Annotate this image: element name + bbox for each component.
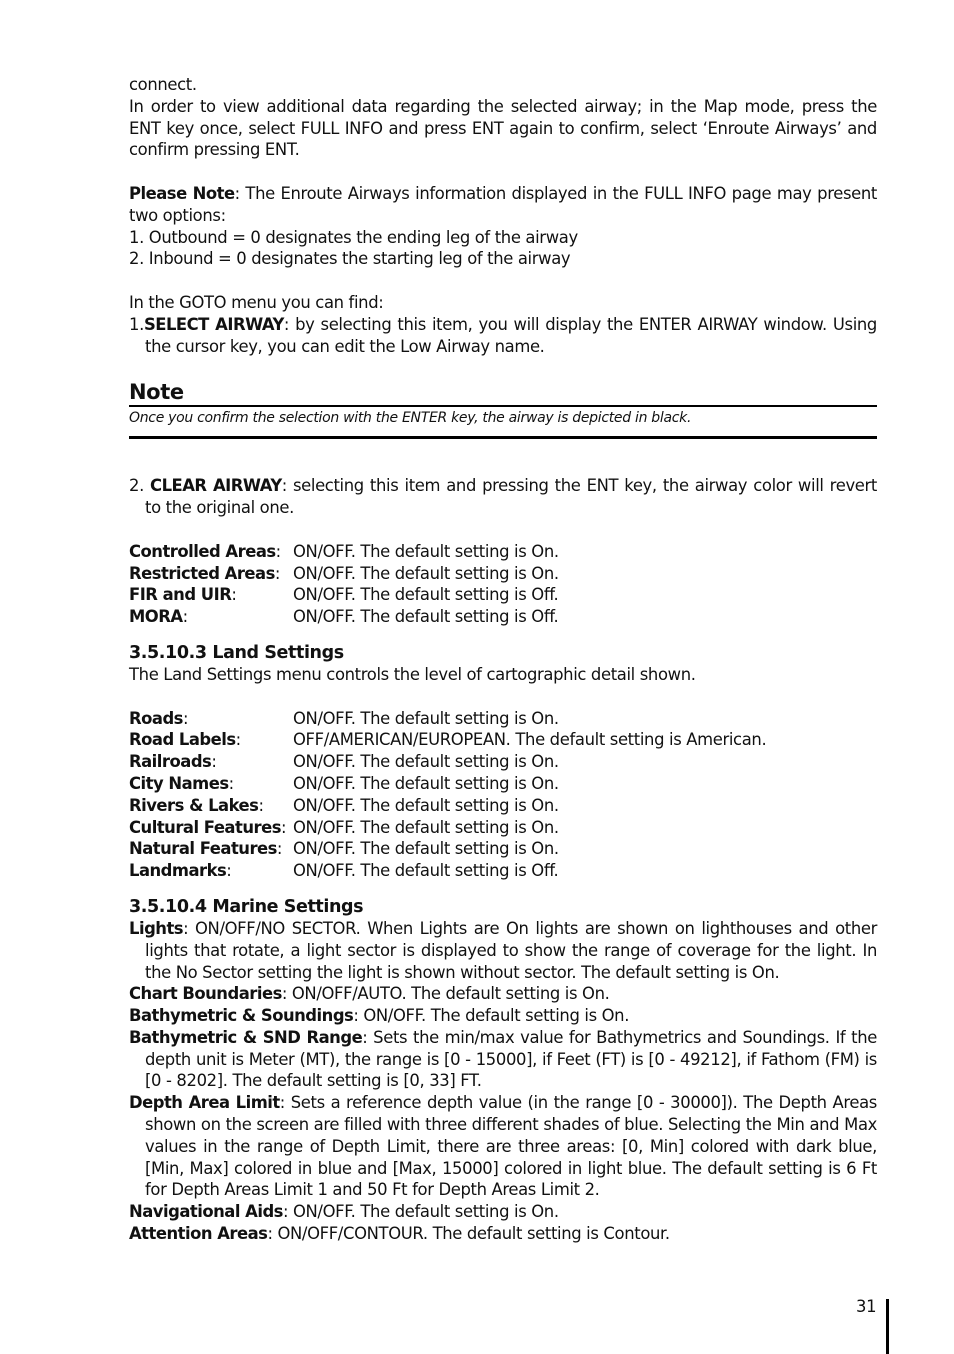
setting-label: Railroads: [129, 752, 212, 772]
setting-label: Chart Boundaries: [129, 984, 282, 1004]
setting-label: Road Labels: [129, 730, 236, 750]
setting-value: ON/OFF. The default setting is On.: [293, 817, 559, 837]
setting-value: ON/OFF. The default setting is Off.: [293, 585, 559, 605]
please-note-paragraph: [129, 183, 877, 227]
please-note-label: Please Note: [129, 183, 235, 203]
setting-label: Bathymetric & Soundings: [129, 1006, 354, 1026]
marine-setting: [129, 1092, 877, 1201]
option-2: 2. Inbound = 0 designates the starting leg of the airway: [129, 249, 571, 269]
marine-setting: [129, 1201, 877, 1223]
setting-label: Roads: [129, 708, 183, 728]
marine-setting: [129, 918, 877, 983]
airway-settings-list: [129, 541, 877, 628]
setting-label: Depth Area Limit: [129, 1093, 280, 1113]
goto-item-text: : selecting this item and pressing the ENT key, the airway color will revert to the original one.: [145, 476, 877, 518]
option-1: 1. Outbound = 0 designates the ending leg of the airway: [129, 227, 578, 247]
setting-label: Lights: [129, 918, 184, 938]
land-settings-description: The Land Settings menu controls the level of cartographic detail shown.: [129, 664, 696, 684]
intro-line: connect.: [129, 75, 197, 94]
setting-row: Road Labels: OFF/AMERICAN/EUROPEAN. The default setting is American.: [129, 730, 767, 750]
setting-row: Landmarks: ON/OFF. The default setting is Off.: [129, 861, 559, 881]
setting-label: Rivers & Lakes: [129, 795, 259, 815]
setting-label: Landmarks: [129, 861, 227, 881]
setting-label: City Names: [129, 773, 229, 793]
setting-label: FIR and UIR: [129, 585, 232, 605]
setting-row: Railroads: ON/OFF. The default setting is On.: [129, 752, 559, 772]
note-box: [129, 405, 877, 439]
setting-row: Restricted Areas: ON/OFF. The default setting is On.: [129, 563, 559, 583]
setting-row: City Names: ON/OFF. The default setting is On.: [129, 773, 559, 793]
marine-settings-heading: 3.5.10.4 Marine Settings: [129, 896, 364, 917]
land-settings-list: [129, 708, 877, 882]
page-content: [129, 74, 877, 1245]
setting-value: ON/OFF. The default setting is On.: [293, 563, 559, 583]
setting-label: Navigational Aids: [129, 1202, 283, 1222]
goto-item-clear-airway: [129, 475, 877, 519]
land-settings-heading: 3.5.10.3 Land Settings: [129, 642, 344, 663]
setting-value: ON/OFF. The default setting is On.: [293, 839, 559, 859]
setting-label: MORA: [129, 607, 183, 627]
setting-label: Restricted Areas: [129, 563, 275, 583]
marine-setting: [129, 1005, 877, 1027]
setting-value: OFF/AMERICAN/EUROPEAN. The default setting is American.: [293, 730, 767, 750]
setting-value: ON/OFF. The default setting is On.: [293, 773, 559, 793]
setting-value: ON/OFF. The default setting is On.: [293, 795, 559, 815]
goto-item-label: CLEAR AIRWAY: [150, 476, 282, 496]
goto-item-label: SELECT AIRWAY: [143, 314, 284, 334]
please-note-text: : The Enroute Airways information displayed in the FULL INFO page may present two options:: [129, 183, 877, 225]
goto-item-number: 1.: [129, 314, 144, 334]
setting-row: Natural Features: ON/OFF. The default setting is On.: [129, 839, 559, 859]
setting-text: : ON/OFF/AUTO. The default setting is On.: [281, 984, 610, 1004]
marine-setting: [129, 1223, 877, 1245]
setting-value: ON/OFF. The default setting is Off.: [293, 607, 559, 627]
setting-text: : ON/OFF. The default setting is On.: [353, 1006, 630, 1026]
setting-label: Bathymetric & SND Range: [129, 1027, 363, 1047]
setting-text: : Sets a reference depth value (in the range [0 - 30000]). The Depth Areas shown on the screen are filled with three different shades of blue. Selecting the Min and Max values in the range of Depth Limit, there are three areas: [0, Min] colored with dark blue, [Min, Max] colored in blue and [Max, 15000] colored in light blue. The default setting is 6 Ft for Depth Areas Limit 1 and 50 Ft for Depth Areas Limit 2.: [145, 1093, 877, 1200]
goto-intro: In the GOTO menu you can find:: [129, 292, 384, 312]
setting-label: Attention Areas: [129, 1224, 268, 1244]
setting-label: Controlled Areas: [129, 541, 276, 561]
setting-value: ON/OFF. The default setting is On.: [293, 541, 559, 561]
setting-label: Cultural Features: [129, 817, 281, 837]
page-edge-bar: [886, 1299, 889, 1354]
intro-paragraph: In order to view additional data regarding the selected airway; in the Map mode, press the ENT key once, select FULL INFO and press ENT again to confirm, select ‘Enroute Airways’ and confirm pressing ENT.: [129, 96, 877, 160]
setting-row: Roads: ON/OFF. The default setting is On.: [129, 708, 559, 728]
setting-value: ON/OFF. The default setting is Off.: [293, 861, 559, 881]
marine-setting: [129, 1027, 877, 1092]
setting-value: ON/OFF. The default setting is On.: [293, 752, 559, 772]
setting-text: : Sets the min/max value for Bathymetrics and Soundings. If the depth unit is Meter (MT), the range is [0 - 15000], if Feet (FT) is [0 - 49212], if Fathom (FM) is [0 - 8202]. The default setting is [0, 33] FT.: [145, 1027, 877, 1091]
setting-row: Rivers & Lakes: ON/OFF. The default setting is On.: [129, 795, 559, 815]
goto-item-select-airway: [129, 314, 877, 358]
setting-row: Cultural Features: ON/OFF. The default setting is On.: [129, 817, 559, 837]
page-number: 31: [856, 1297, 877, 1316]
note-title: Note: [129, 380, 184, 405]
setting-row: FIR and UIR: ON/OFF. The default setting is Off.: [129, 585, 559, 605]
setting-row: Controlled Areas: ON/OFF. The default setting is On.: [129, 541, 559, 561]
marine-settings-list: [129, 918, 877, 1245]
goto-item-text: : by selecting this item, you will display the ENTER AIRWAY window. Using the cursor key, you can edit the Low Airway name.: [145, 314, 877, 356]
setting-label: Natural Features: [129, 839, 277, 859]
setting-row: MORA: ON/OFF. The default setting is Off.: [129, 607, 559, 627]
setting-value: ON/OFF. The default setting is On.: [293, 708, 559, 728]
goto-item-number: 2.: [129, 476, 144, 496]
setting-text: : ON/OFF/CONTOUR. The default setting is Contour.: [267, 1224, 670, 1244]
marine-setting: [129, 983, 877, 1005]
note-text: Once you confirm the selection with the ENTER key, the airway is depicted in black.: [129, 410, 692, 427]
setting-text: : ON/OFF. The default setting is On.: [282, 1202, 559, 1222]
setting-text: : ON/OFF/NO SECTOR. When Lights are On lights are shown on lighthouses and other lights that rotate, a light sector is displayed to show the range of coverage for the light. In the No Sector setting the light is shown without sector. The default setting is On.: [145, 918, 877, 982]
